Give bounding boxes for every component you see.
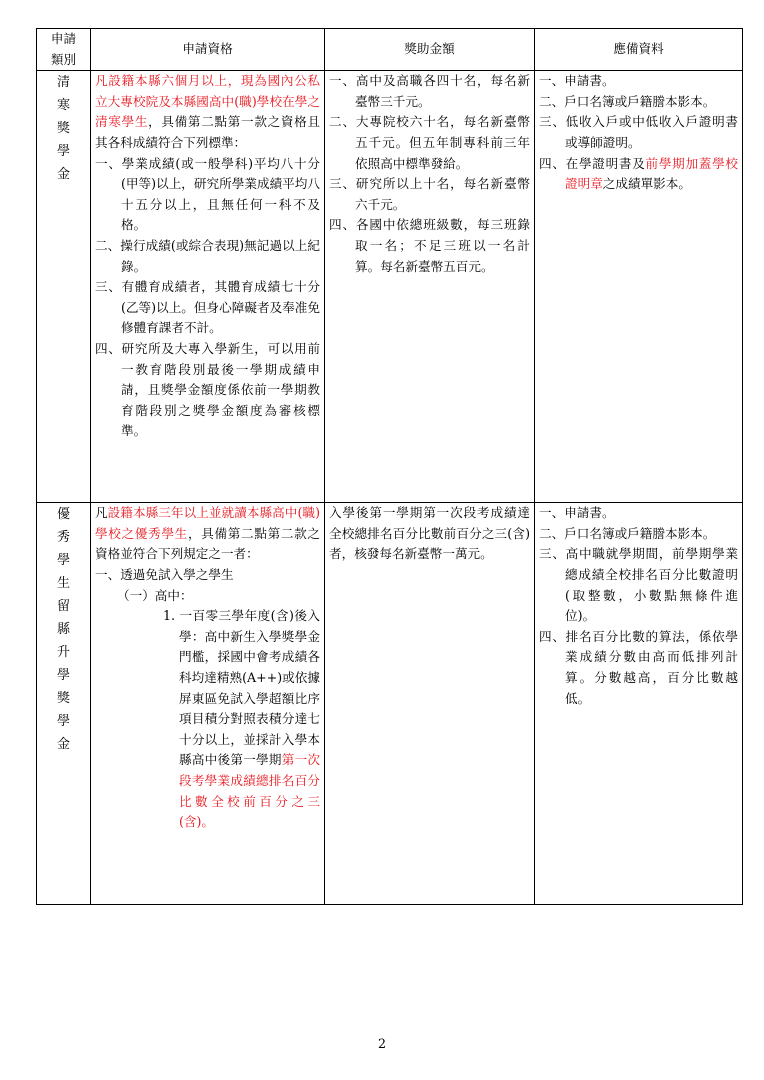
scholarship-table	[36, 28, 743, 905]
documents-poverty	[535, 71, 743, 503]
document-item: 一、申請書。	[539, 505, 615, 521]
row-poverty-scholarship	[37, 71, 743, 503]
qualification-intro: 凡設籍本縣六個月以上，現為國內公私立大專校院及本縣國高中(職)學校在學之清寒學生，具備第二點第一款之資格且其各科成績符合下列標準：	[95, 73, 321, 150]
qualification-subitem: （一）高中：	[117, 587, 193, 603]
amount-item: 三、研究所以上十名，每名新臺幣六千元。	[329, 176, 530, 212]
header-row	[37, 29, 743, 71]
document-item: 四、在學證明書及前學期加蓋學校證明章之成績單影本。	[539, 155, 739, 192]
documents-excellent	[535, 503, 743, 905]
category-excellent: 優 秀 學 生 留 縣 升 學 獎 學 金	[37, 503, 91, 905]
header-amount: 獎助金額	[325, 29, 535, 71]
document-item: 四、排名百分比數的算法，係依學業成績分數由高而低排列計算。分數越高，百分比數越低。	[539, 628, 738, 706]
amount-excellent	[325, 503, 535, 905]
document-item: 三、低收入戶或中低收入戶證明書或導師證明。	[539, 114, 738, 150]
qualification-item: 一、透過免試入學之學生	[95, 566, 234, 582]
amount-poverty	[325, 71, 535, 503]
qualification-poverty	[91, 71, 325, 503]
amount-item: 四、各國中依總班級數，每三班錄取一名；不足三班以一名計算。每名新臺幣五百元。	[329, 217, 530, 274]
qualification-item: 二、操行成績(或綜合表現)無記過以上紀錄。	[95, 237, 320, 274]
header-category: 申請 類別	[37, 29, 91, 71]
header-qualification: 申請資格	[91, 29, 325, 71]
qualification-excellent	[91, 503, 325, 905]
amount-item: 二、大專院校六十名，每名新臺幣五千元。但五年制專科前三年依照高中標準發給。	[329, 114, 530, 171]
row-excellent-student-scholarship	[37, 503, 743, 905]
qualification-item: 三、有體育成績者，其體育成績七十分(乙等)以上。但身心障礙者及奉准免修體育課者不計。	[95, 279, 320, 336]
document-item: 一、申請書。	[539, 73, 615, 89]
document-item: 二、戶口名簿或戶籍謄本影本。	[539, 525, 716, 541]
qualification-item: 一、學業成績(或一般學科)平均八十分(甲等)以上，研究所學業成績平均八十五分以上，且無任何一科不及格。	[95, 155, 320, 233]
amount-item: 一、高中及高職各四十名，每名新臺幣三千元。	[329, 73, 530, 109]
document-item: 三、高中職就學期間，前學期學業總成績全校排名百分比數證明(取整數，小數點無條件進位)。	[539, 546, 738, 624]
category-poverty: 清 寒 獎 學 金	[37, 71, 91, 503]
header-documents: 應備資料	[535, 29, 743, 71]
document-item: 二、戶口名簿或戶籍謄本影本。	[539, 93, 716, 109]
amount-text: 入學後第一學期第一次段考成績達全校總排名百分比數前百分之三(含)者，核發每名新臺幣一萬元。	[329, 505, 530, 562]
qualification-intro: 凡設籍本縣三年以上並就讀本縣高中(職)學校之優秀學生，具備第二點第二款之資格並符合下列規定之一者：	[95, 505, 321, 562]
qualification-subsubitem: 1. 一百零三學年度(含)後入學：高中新生入學獎學金門檻，採國中會考成績各科均達精熟(A++)或依據屏東區免試入學超額比序項目積分對照表積分達七十分以上，並採計入學本縣高中後第一學期第一次段考學業成績總排名百分比數全校前百分之三(含)。	[163, 608, 321, 830]
qualification-item: 四、研究所及大專入學新生，可以用前一教育階段別最後一學期成績申請，且獎學金額度係依前一學期教育階段別之獎學金額度為審核標準。	[95, 340, 320, 439]
page-number: 2	[377, 1036, 386, 1051]
